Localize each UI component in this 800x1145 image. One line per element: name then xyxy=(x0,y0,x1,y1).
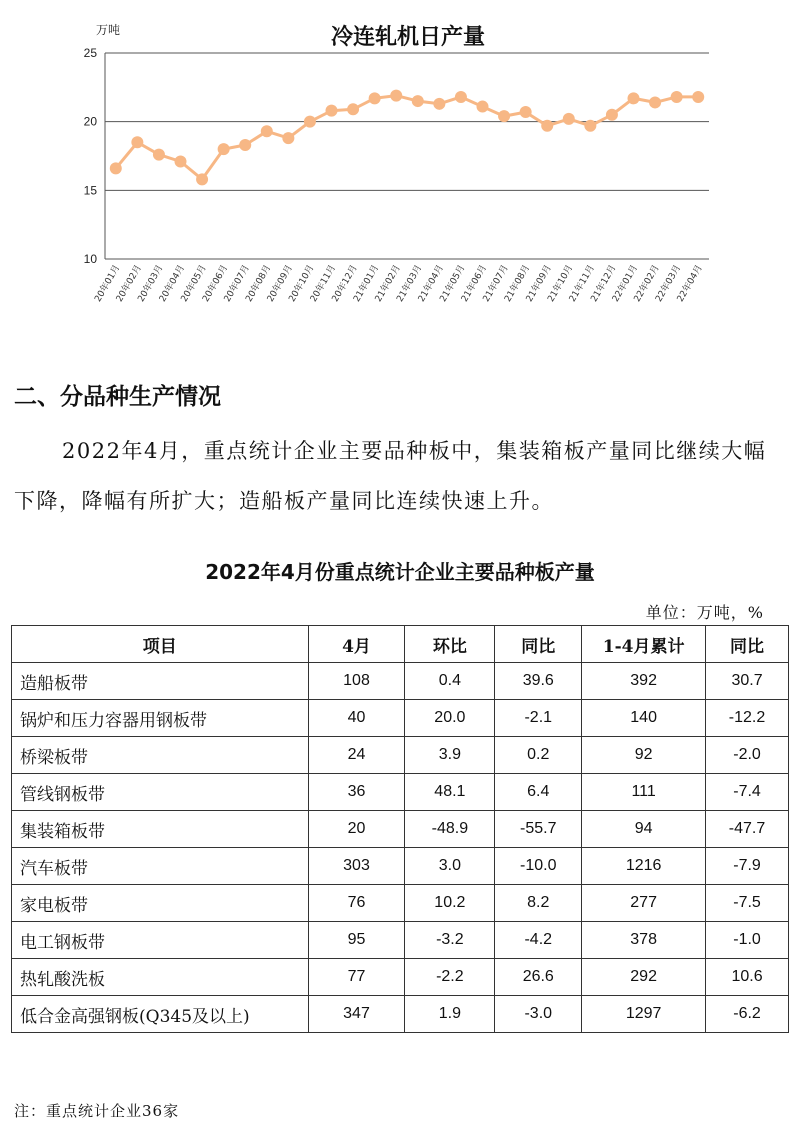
grid-lines xyxy=(105,53,709,190)
x-tick-label: 20年04月 xyxy=(157,263,188,304)
cell-april: 347 xyxy=(308,996,405,1033)
x-tick-label: 20年12月 xyxy=(330,263,360,304)
data-point xyxy=(649,96,661,108)
data-point xyxy=(433,98,445,110)
cell-ytd: 292 xyxy=(582,959,706,996)
cell-product: 桥梁板带 xyxy=(12,737,309,774)
cell-mom: 1.9 xyxy=(405,996,495,1033)
cell-ytd-yoy: -2.0 xyxy=(706,737,789,774)
cell-mom: -3.2 xyxy=(405,922,495,959)
cell-ytd: 111 xyxy=(582,774,706,811)
cell-product: 锅炉和压力容器用钢板带 xyxy=(12,700,309,737)
data-point xyxy=(584,120,596,132)
y-tick-label: 20 xyxy=(83,114,97,129)
cell-product: 管线钢板带 xyxy=(12,774,309,811)
y-axis-unit: 万吨 xyxy=(96,23,121,37)
x-tick-label: 20年07月 xyxy=(222,263,252,304)
data-points xyxy=(110,90,704,186)
x-tick-label: 21年04月 xyxy=(416,263,446,304)
footnote: 注：重点统计企业36家 xyxy=(14,1102,180,1120)
data-point xyxy=(671,91,683,103)
table-row xyxy=(12,663,789,700)
cell-ytd: 378 xyxy=(582,922,706,959)
cell-april: 20 xyxy=(308,811,405,848)
data-point xyxy=(369,92,381,104)
x-tick-label: 21年10月 xyxy=(546,263,576,304)
x-tick-label: 20年08月 xyxy=(244,263,274,304)
data-point xyxy=(498,110,510,122)
cell-product: 电工钢板带 xyxy=(12,922,309,959)
data-point xyxy=(153,149,165,161)
cell-april: 108 xyxy=(308,663,405,700)
x-tick-label: 21年05月 xyxy=(438,263,468,304)
cell-ytd-yoy: -12.2 xyxy=(706,700,789,737)
data-point xyxy=(326,105,338,117)
data-point xyxy=(347,103,359,115)
cell-yoy: 39.6 xyxy=(495,663,582,700)
cell-yoy: 8.2 xyxy=(495,885,582,922)
product-output-table xyxy=(11,625,789,1033)
table-row xyxy=(12,737,789,774)
data-point xyxy=(628,92,640,104)
cell-april: 24 xyxy=(308,737,405,774)
cell-yoy: -2.1 xyxy=(495,700,582,737)
data-point xyxy=(455,91,467,103)
cell-yoy: 6.4 xyxy=(495,774,582,811)
cell-ytd-yoy: 10.6 xyxy=(706,959,789,996)
cell-ytd-yoy: -47.7 xyxy=(706,811,789,848)
table-header-row xyxy=(12,626,789,663)
x-tick-label: 21年03月 xyxy=(395,263,425,304)
table-row xyxy=(12,959,789,996)
cell-yoy: -4.2 xyxy=(495,922,582,959)
x-tick-label: 20年09月 xyxy=(265,263,295,304)
data-point xyxy=(541,120,553,132)
cell-mom: 3.9 xyxy=(405,737,495,774)
y-tick-labels xyxy=(84,46,98,266)
cell-mom: 3.0 xyxy=(405,848,495,885)
cell-product: 集装箱板带 xyxy=(12,811,309,848)
x-tick-label: 20年02月 xyxy=(114,263,144,304)
x-tick-label: 21年09月 xyxy=(524,263,554,304)
cell-april: 77 xyxy=(308,959,405,996)
cell-ytd: 94 xyxy=(582,811,706,848)
table-title: 2022年4月份重点统计企业主要品种板产量 xyxy=(205,560,595,584)
table-row xyxy=(12,774,789,811)
cell-april: 95 xyxy=(308,922,405,959)
cell-ytd: 1216 xyxy=(582,848,706,885)
table-row xyxy=(12,996,789,1033)
data-point xyxy=(304,116,316,128)
cell-ytd-yoy: -7.5 xyxy=(706,885,789,922)
data-point xyxy=(477,101,489,113)
data-point xyxy=(218,143,230,155)
x-tick-label: 21年02月 xyxy=(373,263,403,304)
cell-mom: -2.2 xyxy=(405,959,495,996)
header-item: 项目 xyxy=(12,626,309,663)
x-tick-label: 22年03月 xyxy=(654,263,684,304)
cell-mom: 10.2 xyxy=(405,885,495,922)
x-tick-label: 20年01月 xyxy=(93,263,123,304)
x-tick-label: 22年01月 xyxy=(610,263,641,304)
cell-ytd: 392 xyxy=(582,663,706,700)
cell-product: 热轧酸洗板 xyxy=(12,959,309,996)
axes xyxy=(105,53,709,259)
data-point xyxy=(261,125,273,137)
header-mom: 环比 xyxy=(405,626,495,663)
data-point xyxy=(390,90,402,102)
x-tick-label: 20年03月 xyxy=(136,263,166,304)
cell-product: 低合金高强钢板(Q345及以上) xyxy=(12,996,309,1033)
data-point xyxy=(606,109,618,121)
x-tick-label: 20年06月 xyxy=(201,263,231,304)
table-row xyxy=(12,922,789,959)
cell-mom: 20.0 xyxy=(405,700,495,737)
section-paragraph: 2022年4月，重点统计企业主要品种板中，集装箱板产量同比继续大幅下降，降幅有所扩大；造船板产量同比连续快速上升。 xyxy=(14,439,767,513)
cell-ytd-yoy: -7.9 xyxy=(706,848,789,885)
cell-product: 汽车板带 xyxy=(12,848,309,885)
x-tick-labels xyxy=(92,262,705,303)
data-point xyxy=(282,132,294,144)
cell-product: 家电板带 xyxy=(12,885,309,922)
data-point xyxy=(175,155,187,167)
cell-ytd-yoy: -6.2 xyxy=(706,996,789,1033)
header-ytd-yoy: 同比 xyxy=(706,626,789,663)
x-tick-label: 20年10月 xyxy=(287,263,317,304)
cell-april: 36 xyxy=(308,774,405,811)
section-heading: 二、分品种生产情况 xyxy=(14,384,221,410)
data-point xyxy=(412,95,424,107)
table-row xyxy=(12,811,789,848)
series-line xyxy=(116,96,698,180)
data-point xyxy=(110,162,122,174)
cell-yoy: -3.0 xyxy=(495,996,582,1033)
y-tick-label: 25 xyxy=(83,46,97,60)
cell-ytd: 92 xyxy=(582,737,706,774)
x-tick-label: 21年06月 xyxy=(459,263,490,304)
table-row xyxy=(12,848,789,885)
daily-output-line-chart xyxy=(0,0,800,340)
cell-yoy: 0.2 xyxy=(495,737,582,774)
x-tick-label: 21年07月 xyxy=(481,263,511,304)
header-april: 4月 xyxy=(308,626,405,663)
cell-ytd-yoy: -1.0 xyxy=(706,922,789,959)
x-tick-label: 22年04月 xyxy=(675,263,705,304)
x-tick-label: 21年01月 xyxy=(352,263,382,304)
table-unit: 单位：万吨，% xyxy=(645,603,764,622)
cell-ytd: 1297 xyxy=(582,996,706,1033)
cell-april: 76 xyxy=(308,885,405,922)
cell-april: 303 xyxy=(308,848,405,885)
x-tick-label: 21年08月 xyxy=(503,263,533,304)
header-yoy: 同比 xyxy=(495,626,582,663)
cell-april: 40 xyxy=(308,700,405,737)
cell-yoy: -10.0 xyxy=(495,848,582,885)
x-tick-label: 21年12月 xyxy=(589,263,619,304)
data-point xyxy=(131,136,143,148)
y-tick-label: 10 xyxy=(83,252,97,266)
data-point xyxy=(239,139,251,151)
cell-ytd: 140 xyxy=(582,700,706,737)
cell-yoy: -55.7 xyxy=(495,811,582,848)
cell-product: 造船板带 xyxy=(12,663,309,700)
x-tick-label: 22年02月 xyxy=(632,263,662,304)
chart-title: 冷连轧机日产量 xyxy=(330,25,486,50)
cell-mom: 0.4 xyxy=(405,663,495,700)
x-tick-label: 20年05月 xyxy=(179,263,209,304)
cell-yoy: 26.6 xyxy=(495,959,582,996)
table-row xyxy=(12,885,789,922)
cell-ytd-yoy: -7.4 xyxy=(706,774,789,811)
cell-ytd-yoy: 30.7 xyxy=(706,663,789,700)
x-tick-label: 20年11月 xyxy=(308,263,339,304)
cell-ytd: 277 xyxy=(582,885,706,922)
data-point xyxy=(520,106,532,118)
header-ytd: 1-4月累计 xyxy=(582,626,706,663)
data-point xyxy=(196,173,208,185)
x-tick-label: 21年11月 xyxy=(567,263,597,304)
cell-mom: -48.9 xyxy=(405,811,495,848)
table-row xyxy=(12,700,789,737)
cell-mom: 48.1 xyxy=(405,774,495,811)
data-point xyxy=(563,113,575,125)
data-point xyxy=(692,91,704,103)
y-tick-label: 15 xyxy=(83,183,97,198)
